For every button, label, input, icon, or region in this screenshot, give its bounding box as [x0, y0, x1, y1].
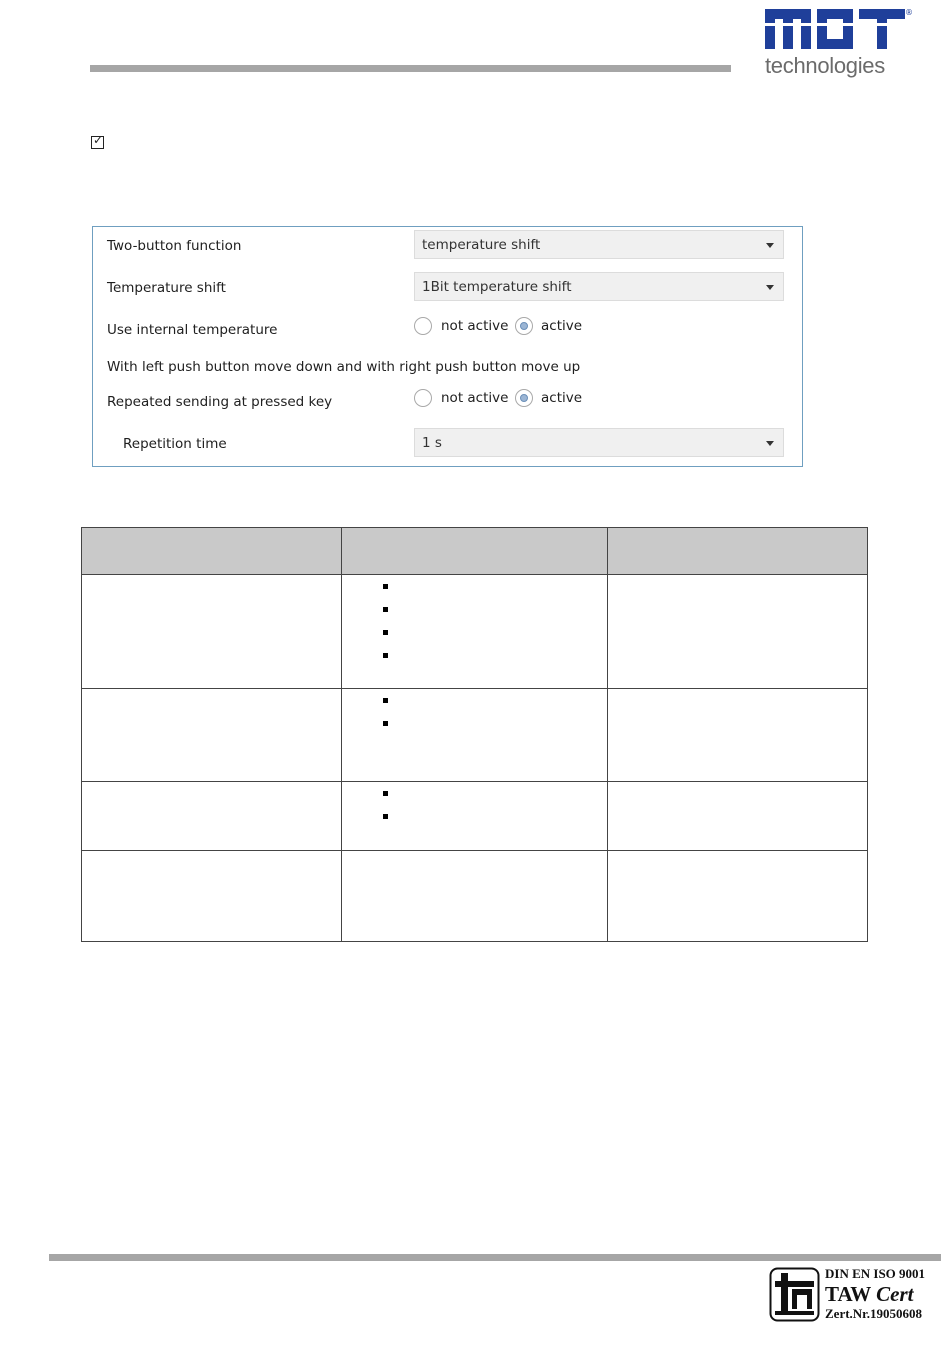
radio-label: active — [541, 390, 583, 406]
use-internal-temperature-not-active-radio[interactable] — [414, 317, 432, 335]
radio-label: not active — [441, 390, 509, 406]
radio-label: active — [541, 318, 583, 334]
bullet-item — [382, 810, 607, 833]
table-cell — [342, 689, 608, 782]
bullet-item — [382, 580, 607, 603]
table-cell — [82, 575, 342, 689]
mdt-wordmark-icon — [764, 5, 912, 53]
bullet-list — [342, 575, 607, 672]
dropdown-arrow-icon — [766, 285, 774, 290]
dropdown-arrow-icon — [766, 441, 774, 446]
push-button-direction-note: With left push button move down and with right push button move up — [107, 359, 581, 375]
bullet-item — [382, 649, 607, 672]
table-cell — [82, 851, 342, 942]
header-rule — [90, 65, 731, 72]
taw-cert-badge-icon — [769, 1267, 820, 1322]
cert-body: TAW Cert — [825, 1282, 914, 1306]
table-cell — [342, 575, 608, 689]
table-row — [82, 689, 868, 782]
logo-subtitle: technologies — [765, 53, 885, 78]
repeated-sending-not-active-radio[interactable] — [414, 389, 432, 407]
two-button-function-value: temperature shift — [422, 237, 541, 253]
dropdown-arrow-icon — [766, 243, 774, 248]
footer-rule — [49, 1254, 941, 1261]
table-header-cell — [82, 528, 342, 575]
bullet-item — [382, 694, 607, 717]
temperature-shift-label: Temperature shift — [107, 280, 226, 296]
table-cell — [608, 689, 868, 782]
table-cell — [342, 782, 608, 851]
table-cell — [608, 782, 868, 851]
temperature-shift-select[interactable] — [414, 272, 784, 301]
bullet-item — [382, 787, 607, 810]
table-row — [82, 851, 868, 942]
repetition-time-value: 1 s — [422, 435, 442, 451]
certification-text — [825, 1266, 925, 1322]
repeated-sending-label: Repeated sending at pressed key — [107, 394, 333, 410]
repetition-time-label: Repetition time — [123, 436, 227, 452]
table-row — [82, 782, 868, 851]
use-internal-temperature-active-radio[interactable] — [515, 317, 533, 335]
table-cell — [82, 782, 342, 851]
checkbox-glyph-icon: ✓ — [93, 133, 104, 147]
temperature-shift-value: 1Bit temperature shift — [422, 279, 572, 295]
mdt-logo — [764, 5, 912, 80]
table-header-cell — [608, 528, 868, 575]
table-cell — [608, 851, 868, 942]
bullet-list — [342, 689, 607, 740]
bullet-item — [382, 626, 607, 649]
repetition-time-select[interactable] — [414, 428, 784, 457]
table-header-cell — [342, 528, 608, 575]
parameter-table — [81, 527, 868, 942]
radio-label: not active — [441, 318, 509, 334]
table-row — [82, 575, 868, 689]
table-header-row — [82, 528, 868, 575]
repeated-sending-active-radio[interactable] — [515, 389, 533, 407]
bullet-list — [342, 782, 607, 833]
two-button-function-label: Two-button function — [107, 238, 242, 254]
table-cell — [82, 689, 342, 782]
use-internal-temperature-label: Use internal temperature — [107, 322, 278, 338]
table-cell — [608, 575, 868, 689]
svg-text:®: ® — [905, 8, 913, 17]
cert-standard: DIN EN ISO 9001 — [825, 1266, 926, 1281]
two-button-function-select[interactable] — [414, 230, 784, 259]
parameter-dialog — [92, 226, 803, 467]
bullet-item — [382, 603, 607, 626]
bullet-item — [382, 717, 607, 740]
table-cell — [342, 851, 608, 942]
cert-number: Zert.Nr.19050608 — [825, 1306, 923, 1321]
